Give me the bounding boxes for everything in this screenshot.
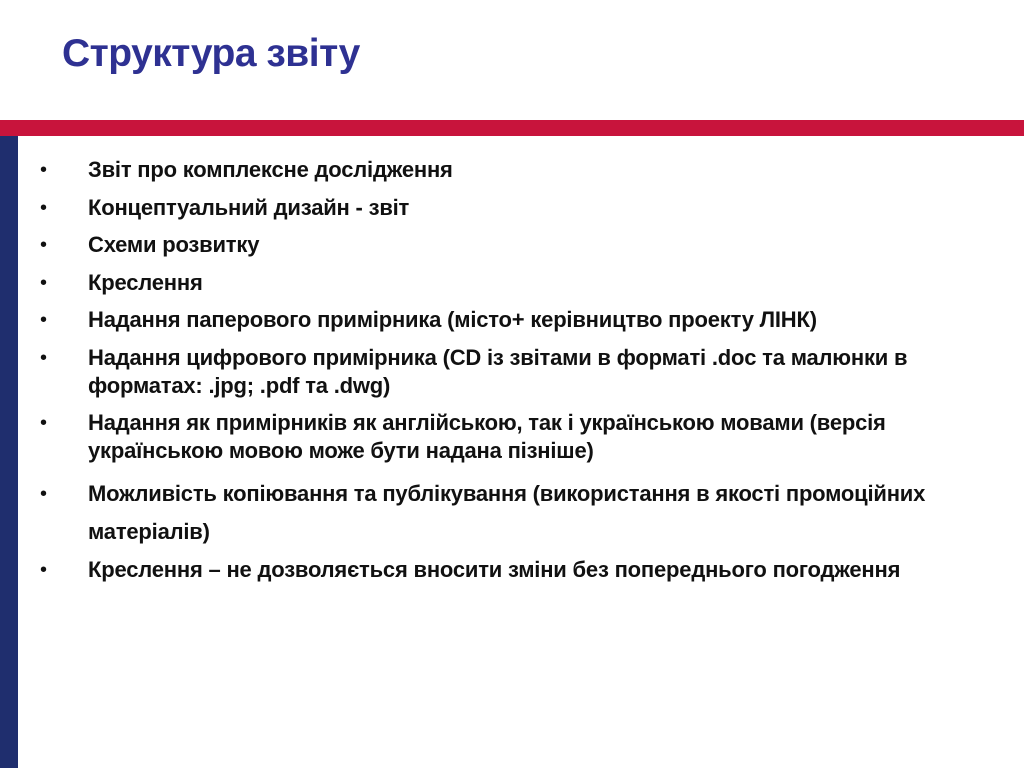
list-item bbox=[40, 409, 1000, 465]
list-item-text: Креслення – не дозволяється вносити зміни без попереднього погодження bbox=[88, 556, 901, 582]
list-item-text: Надання паперового примірника (місто+ керівництво проекту ЛІНК) bbox=[88, 307, 817, 332]
list-item bbox=[40, 231, 1000, 259]
list-item bbox=[40, 269, 1000, 297]
bullet-icon: • bbox=[40, 309, 47, 331]
accent-bar bbox=[0, 120, 1024, 136]
side-bar bbox=[0, 136, 18, 768]
slide-title: Структура звіту bbox=[62, 32, 360, 75]
list-item bbox=[40, 306, 1000, 334]
list-item bbox=[40, 194, 1000, 222]
list-item-text: Креслення bbox=[88, 269, 203, 295]
list-item-text: Звіт про комплексне дослідження bbox=[88, 157, 453, 182]
bullet-icon: • bbox=[40, 234, 47, 256]
list-item bbox=[40, 156, 1000, 184]
bullet-icon: • bbox=[40, 271, 47, 294]
bullet-icon: • bbox=[40, 159, 47, 181]
bullet-icon: • bbox=[40, 412, 47, 434]
list-item-text: Можливість копіювання та публікування (використання в якості промоційних матеріалів) bbox=[88, 480, 926, 544]
bullet-list bbox=[40, 156, 1000, 593]
list-item-text: Надання як примірників як англійською, так і українською мовами (версія українською мовою може бути надана пізніше) bbox=[88, 410, 886, 463]
list-item bbox=[40, 344, 1000, 400]
list-item-text: Концептуальний дизайн - звіт bbox=[88, 194, 410, 220]
bullet-icon: • bbox=[40, 196, 47, 219]
bullet-icon: • bbox=[40, 558, 47, 581]
bullet-icon: • bbox=[40, 346, 47, 369]
bullet-icon: • bbox=[40, 482, 47, 505]
list-item bbox=[40, 475, 1000, 551]
list-item-text: Схеми розвитку bbox=[88, 232, 260, 257]
list-item bbox=[40, 556, 1000, 584]
list-item-text: Надання цифрового примірника (CD із звітами в форматі .doc та малюнки в форматах: .jpg; .pdf та .dwg) bbox=[88, 344, 908, 398]
